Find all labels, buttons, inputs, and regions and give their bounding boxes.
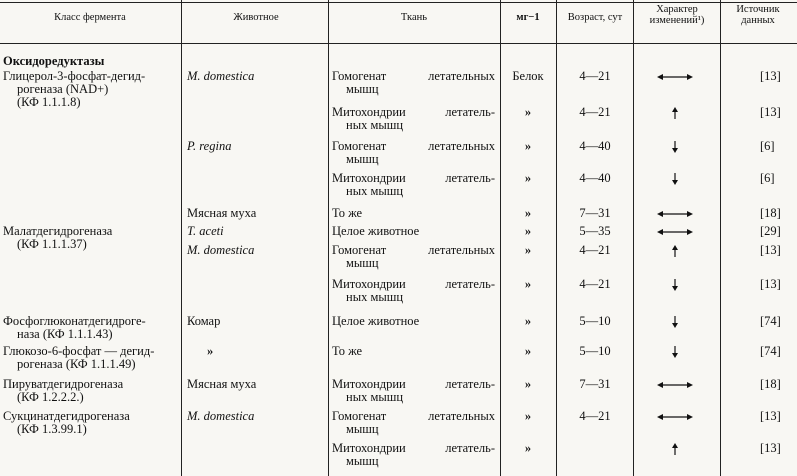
enzyme-name-line: (КФ 1.1.1.8) [17, 95, 81, 109]
age-range: 4—40 [579, 139, 611, 153]
arrow-up-icon [657, 107, 697, 119]
source-ref: [18] [760, 206, 781, 220]
column-divider [500, 0, 501, 476]
age-range: 4—21 [579, 105, 611, 119]
unit-value: » [524, 314, 532, 328]
source-ref: [18] [760, 377, 781, 391]
header-tissue: Ткань [400, 12, 428, 23]
animal-name: Мясная муха [187, 377, 257, 391]
header-top-rule [0, 2, 797, 3]
animal-name: P. regina [187, 139, 232, 153]
animal-name: M. domestica [187, 409, 255, 423]
tissue-line: Гомогенат летательных [332, 139, 495, 153]
tissue-line: ных мышц [346, 290, 404, 304]
tissue-line: мышц [346, 82, 379, 96]
header-age: Возраст, сут [567, 12, 623, 23]
unit-value: » [524, 277, 532, 291]
tissue-line: мышц [346, 152, 379, 166]
column-divider [633, 0, 634, 476]
unit-value: » [524, 377, 532, 391]
enzyme-name-line: (КФ 1.1.1.37) [17, 237, 87, 251]
tissue-line: Целое животное [332, 314, 420, 328]
arrow-up-icon [657, 443, 697, 455]
tissue-line: То же [332, 206, 363, 220]
animal-name: » [207, 344, 214, 358]
tissue-line: мышц [346, 422, 379, 436]
age-range: 4—40 [579, 171, 611, 185]
column-divider [328, 0, 329, 476]
tissue-line: Гомогенат летательных [332, 69, 495, 83]
tissue-line: Целое животное [332, 224, 420, 238]
enzyme-name-line: наза (КФ 1.1.1.43) [17, 327, 113, 341]
enzyme-name-line: рогеназа (КФ 1.1.1.49) [17, 357, 136, 371]
age-range: 5—10 [579, 314, 611, 328]
animal-name: Мясная муха [187, 206, 257, 220]
arrow-up-icon [657, 245, 697, 257]
unit-value: » [524, 105, 532, 119]
header-bottom-rule [0, 43, 797, 44]
column-divider [556, 0, 557, 476]
tissue-line: Митохондрии летатель- [332, 105, 495, 119]
unit-value: » [524, 243, 532, 257]
header-source-line2: данных [741, 15, 775, 26]
header-source-line1: Источник [736, 4, 780, 15]
age-range: 7—31 [579, 206, 611, 220]
enzyme-name-line: Глюкозо-6-фосфат — дегид- [3, 344, 155, 358]
unit-value: » [524, 224, 532, 238]
source-ref: [13] [760, 105, 781, 119]
column-divider [181, 0, 182, 476]
bidirectional-arrow-icon [657, 226, 697, 238]
source-ref: [29] [760, 224, 781, 238]
enzyme-name-line: (КФ 1.3.99.1) [17, 422, 87, 436]
age-range: 4—21 [579, 69, 611, 83]
unit-value: » [524, 206, 532, 220]
unit-value: » [524, 344, 532, 358]
enzyme-name-line: Глицерол-3-фосфат-дегид- [3, 69, 146, 83]
arrow-down-icon [657, 279, 697, 291]
section-title: Оксидоредуктазы [3, 54, 105, 68]
bidirectional-arrow-icon [657, 71, 697, 83]
tissue-line: Гомогенат летательных [332, 243, 495, 257]
enzyme-name-line: Сукцинатдегидрогеназа [3, 409, 130, 423]
bidirectional-arrow-icon [657, 208, 697, 220]
enzyme-name-line: (КФ 1.2.2.2.) [17, 390, 84, 404]
arrow-down-icon [657, 141, 697, 153]
animal-name: T. aceti [187, 224, 224, 238]
tissue-line: ных мышц [346, 184, 404, 198]
arrow-down-icon [657, 316, 697, 328]
enzyme-name-line: рогеназа (NAD+) [17, 82, 109, 96]
age-range: 4—21 [579, 243, 611, 257]
tissue-line: ных мышц [346, 118, 404, 132]
header-animal: Животное [233, 12, 279, 23]
unit-value: » [524, 441, 532, 455]
age-range: 5—10 [579, 344, 611, 358]
animal-name: M. domestica [187, 243, 255, 257]
tissue-line: ных мышц [346, 390, 404, 404]
source-ref: [13] [760, 69, 781, 83]
age-range: 4—21 [579, 277, 611, 291]
tissue-line: Митохондрии летатель- [332, 171, 495, 185]
column-divider [720, 0, 721, 476]
age-range: 4—21 [579, 409, 611, 423]
enzyme-name-line: Малатдегидрогеназа [3, 224, 113, 238]
source-ref: [13] [760, 409, 781, 423]
tissue-line: Гомогенат летательных [332, 409, 495, 423]
tissue-line: Митохондрии летатель- [332, 441, 495, 455]
bidirectional-arrow-icon [657, 379, 697, 391]
source-ref: [74] [760, 344, 781, 358]
animal-name: M. domestica [187, 69, 255, 83]
tissue-line: То же [332, 344, 363, 358]
source-ref: [13] [760, 441, 781, 455]
tissue-line: Митохондрии летатель- [332, 377, 495, 391]
age-range: 7—31 [579, 377, 611, 391]
animal-name: Комар [187, 314, 221, 328]
unit-value: » [524, 171, 532, 185]
header-unit: мг−1 [516, 12, 540, 23]
source-ref: [74] [760, 314, 781, 328]
source-ref: [13] [760, 243, 781, 257]
tissue-line: Митохондрии летатель- [332, 277, 495, 291]
bidirectional-arrow-icon [657, 411, 697, 423]
tissue-line: мышц [346, 454, 379, 468]
arrow-down-icon [657, 173, 697, 185]
header-enzyme-class: Класс фермента [54, 12, 126, 23]
header-change-line2: изменений¹) [649, 15, 705, 26]
source-ref: [6] [760, 139, 775, 153]
source-ref: [13] [760, 277, 781, 291]
unit-value: » [524, 139, 532, 153]
age-range: 5—35 [579, 224, 611, 238]
tissue-line: мышц [346, 256, 379, 270]
enzyme-name-line: Фосфоглюконатдегидроге- [3, 314, 146, 328]
unit-value: Белок [512, 69, 544, 83]
header-change-line1: Характер [656, 4, 698, 15]
source-ref: [6] [760, 171, 775, 185]
arrow-down-icon [657, 346, 697, 358]
unit-value: » [524, 409, 532, 423]
enzyme-name-line: Пируватдегидрогеназа [3, 377, 124, 391]
